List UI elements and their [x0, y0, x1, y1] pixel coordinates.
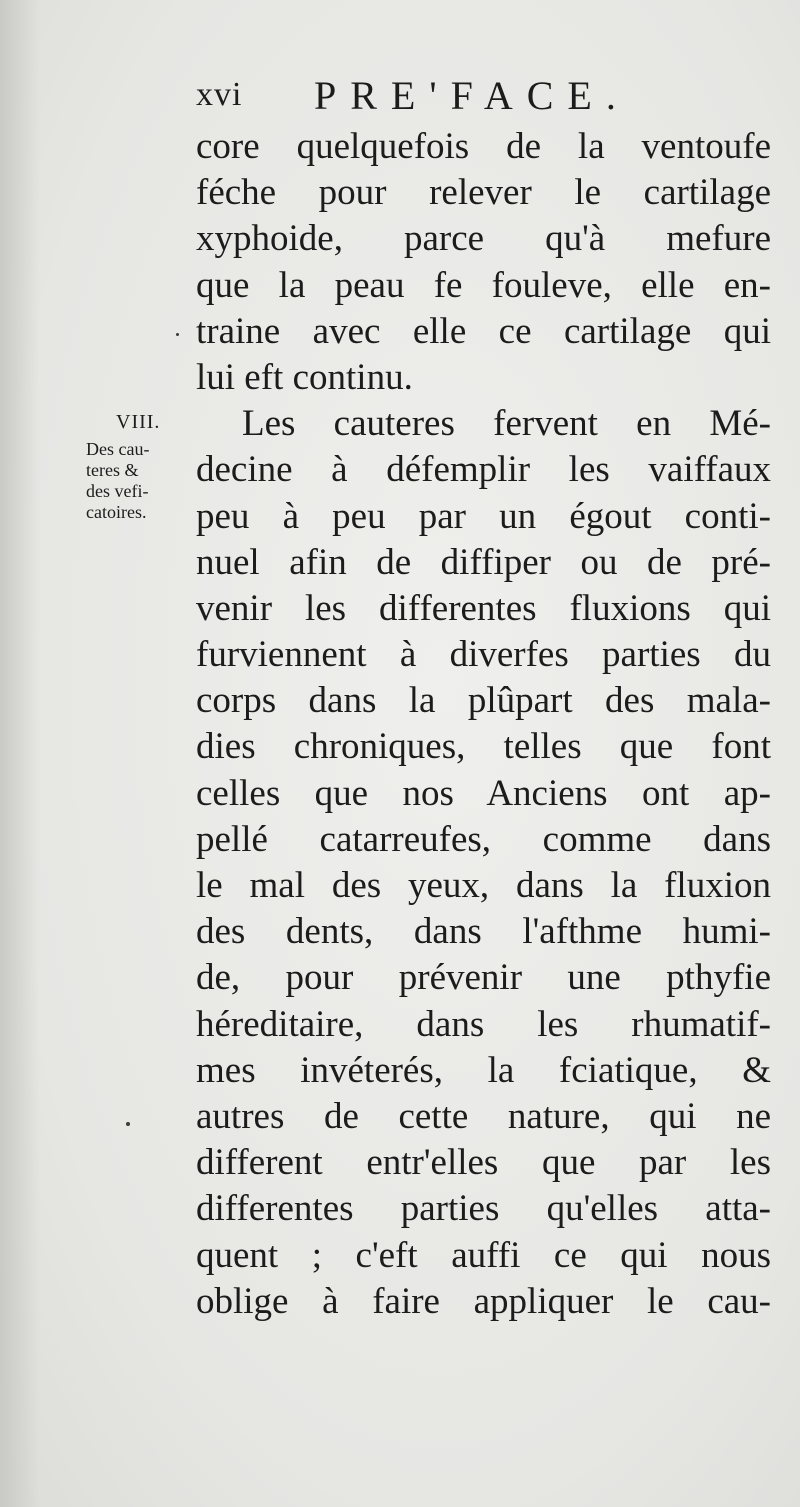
text-line: mes invéterés, la fciatique, &: [196, 1049, 771, 1091]
text-line: core quelquefois de la ventoufe: [196, 126, 771, 167]
text-line: des dents, dans l'afthme humi-: [196, 911, 771, 953]
margin-note-line: catoires.: [86, 502, 147, 522]
body-text: [196, 124, 771, 1325]
text-line: celles que nos Anciens ont ap-: [196, 772, 771, 814]
margin-note: [86, 412, 190, 523]
text-line: le mal des yeux, dans la fluxion: [196, 865, 771, 906]
text-line: lui eft continu.: [196, 356, 413, 398]
page-header: [196, 72, 756, 122]
ink-speck: [176, 333, 179, 336]
text-line: féche pour relever le cartilage: [196, 172, 771, 214]
paragraph-start-line: Les cauteres fervent en Mé-: [242, 403, 771, 445]
text-line: xyphoide, parce qu'à mefure: [196, 218, 771, 260]
running-title: PRE'FACE.: [314, 73, 630, 118]
text-line: decine à défemplir les vaiffaux: [196, 449, 771, 491]
text-line: corps dans la plûpart des mala-: [196, 680, 771, 722]
text-line: peu à peu par un égout conti-: [196, 495, 771, 537]
text-line: de, pour prévenir une pthyfie: [196, 957, 771, 999]
gutter-shadow: [0, 0, 40, 1507]
text-line: traine avec elle ce cartilage qui: [196, 310, 771, 352]
text-line: furviennent à diverfes parties du: [196, 634, 771, 676]
text-line: autres de cette nature, qui ne: [196, 1095, 771, 1137]
margin-note-line: des vefi-: [86, 481, 149, 501]
text-line: pellé catarreufes, comme dans: [196, 818, 771, 860]
ink-speck: [126, 1122, 130, 1126]
text-line: dies chroniques, telles que font: [196, 726, 771, 768]
text-line: venir les differentes fluxions qui: [196, 587, 771, 629]
text-line: héreditaire, dans les rhumatif-: [196, 1003, 771, 1045]
text-line: nuel afin de diffiper ou de pré-: [196, 541, 771, 583]
text-line: differentes parties qu'elles atta-: [196, 1188, 771, 1230]
text-line: que la peau fe fouleve, elle en-: [196, 264, 771, 306]
text-line: oblige à faire appliquer le cau-: [196, 1280, 771, 1322]
text-line: quent ; c'eft auffi ce qui nous: [196, 1234, 771, 1276]
text-line: different entr'elles que par les: [196, 1142, 771, 1184]
margin-note-line: teres &: [86, 460, 139, 480]
page-number: xvi: [196, 76, 243, 113]
section-number: VIII.: [116, 411, 161, 433]
margin-note-line: Des cau-: [86, 439, 150, 459]
